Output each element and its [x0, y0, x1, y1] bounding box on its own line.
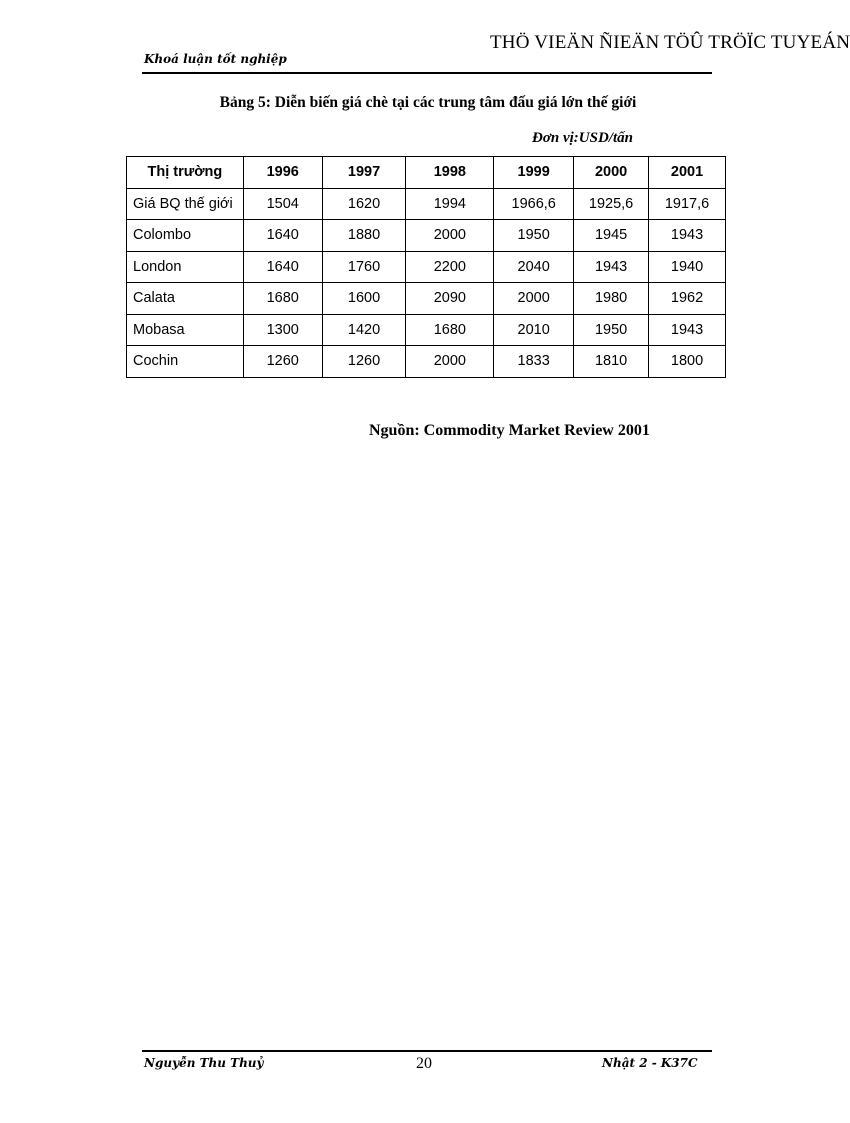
- price-cell: 1300: [243, 314, 322, 346]
- footer-divider: [142, 1050, 712, 1052]
- table-title: Bảng 5: Diễn biến giá chè tại các trung tâm đấu giá lớn thế giới: [219, 94, 637, 111]
- price-cell: 1940: [649, 251, 726, 283]
- table-row: [127, 188, 726, 220]
- unit-label: Đơn vị:USD/tấn: [532, 130, 633, 146]
- price-cell: 1420: [322, 314, 406, 346]
- market-name: Calata: [127, 283, 244, 315]
- market-name: Cochin: [127, 346, 244, 378]
- price-cell: 1640: [243, 220, 322, 252]
- table-row: [127, 314, 726, 346]
- price-cell: 1760: [322, 251, 406, 283]
- table-row: [127, 346, 726, 378]
- price-cell: 1925,6: [574, 188, 649, 220]
- market-name: London: [127, 251, 244, 283]
- library-watermark: THÖ VIEÄN ÑIEÄN TÖÛ TRÖÏC TUYEÁN: [490, 32, 850, 53]
- price-cell: 1917,6: [649, 188, 726, 220]
- table-row: [127, 251, 726, 283]
- market-name: Mobasa: [127, 314, 244, 346]
- price-cell: 1504: [243, 188, 322, 220]
- header-year: 1999: [494, 157, 574, 189]
- header-title: Khoá luận tốt nghiệp: [144, 52, 287, 66]
- header-year: 1996: [243, 157, 322, 189]
- price-cell: 1880: [322, 220, 406, 252]
- header-divider: [142, 72, 712, 74]
- price-cell: 1945: [574, 220, 649, 252]
- price-cell: 1680: [406, 314, 494, 346]
- price-cell: 1810: [574, 346, 649, 378]
- footer-class: Nhật 2 - K37C: [602, 1056, 698, 1070]
- price-cell: 2000: [406, 220, 494, 252]
- market-name: Giá BQ thế giới: [127, 188, 244, 220]
- price-table: [126, 156, 726, 378]
- price-cell: 1950: [574, 314, 649, 346]
- price-cell: 1260: [322, 346, 406, 378]
- price-cell: 2010: [494, 314, 574, 346]
- price-cell: 1994: [406, 188, 494, 220]
- table-header-row: [127, 157, 726, 189]
- price-cell: 1943: [649, 220, 726, 252]
- header-year: 1998: [406, 157, 494, 189]
- table-row: [127, 283, 726, 315]
- price-cell: 1943: [649, 314, 726, 346]
- price-cell: 1980: [574, 283, 649, 315]
- price-cell: 2000: [406, 346, 494, 378]
- price-cell: 1620: [322, 188, 406, 220]
- header-year: 2000: [574, 157, 649, 189]
- header-year: 1997: [322, 157, 406, 189]
- price-cell: 2040: [494, 251, 574, 283]
- price-cell: 1260: [243, 346, 322, 378]
- price-cell: 1943: [574, 251, 649, 283]
- price-cell: 2200: [406, 251, 494, 283]
- price-cell: 1800: [649, 346, 726, 378]
- price-cell: 2090: [406, 283, 494, 315]
- source-note: Nguồn: Commodity Market Review 2001: [369, 422, 650, 439]
- price-cell: 1966,6: [494, 188, 574, 220]
- market-name: Colombo: [127, 220, 244, 252]
- header-year: 2001: [649, 157, 726, 189]
- price-cell: 1833: [494, 346, 574, 378]
- price-cell: 1600: [322, 283, 406, 315]
- header-market: Thị trường: [127, 157, 244, 189]
- price-cell: 1962: [649, 283, 726, 315]
- table-row: [127, 220, 726, 252]
- footer-author: Nguyễn Thu Thuỷ: [144, 1056, 264, 1070]
- price-cell: 1640: [243, 251, 322, 283]
- price-cell: 1950: [494, 220, 574, 252]
- page-number: 20: [416, 1055, 432, 1072]
- price-cell: 2000: [494, 283, 574, 315]
- price-cell: 1680: [243, 283, 322, 315]
